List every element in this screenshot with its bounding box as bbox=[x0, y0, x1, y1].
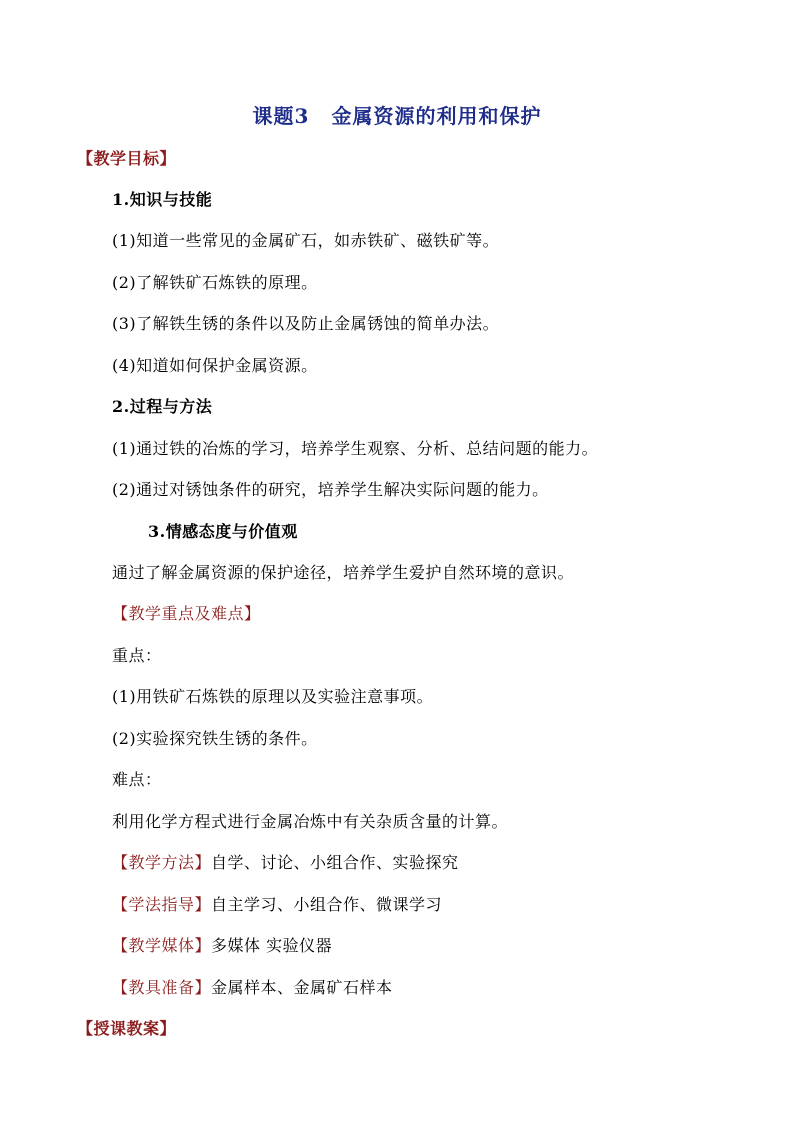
difficult-label: 难点： bbox=[112, 770, 162, 789]
method-line bbox=[112, 853, 459, 873]
key-points-label: 【教学重点及难点】 bbox=[112, 604, 261, 623]
tools-line bbox=[112, 978, 393, 998]
knowledge-item-1: (1)知道一些常见的金属矿石，如赤铁矿、磁铁矿等。 bbox=[112, 231, 500, 250]
objectives-label: 【教学目标】 bbox=[77, 149, 177, 168]
knowledge-item-3: (3)了解铁生锈的条件以及防止金属锈蚀的简单办法。 bbox=[112, 314, 500, 333]
media-label: 【教学媒体】 bbox=[112, 936, 212, 955]
guide-line bbox=[112, 895, 442, 915]
guide-text: 自主学习、小组合作、微课学习 bbox=[211, 895, 443, 914]
knowledge-item-4: (4)知道如何保护金属资源。 bbox=[112, 356, 318, 375]
attitude-heading: 3.情感态度与价值观 bbox=[148, 522, 298, 541]
method-label: 【教学方法】 bbox=[112, 853, 212, 872]
method-text: 自学、讨论、小组合作、实验探究 bbox=[211, 853, 459, 872]
knowledge-heading: 1.知识与技能 bbox=[112, 190, 213, 209]
title-main: 金属资源的利用和保护 bbox=[331, 104, 542, 128]
attitude-text: 通过了解金属资源的保护途径，培养学生爱护自然环境的意识。 bbox=[112, 563, 575, 582]
media-line bbox=[112, 936, 332, 956]
title-prefix: 课题3 bbox=[252, 104, 310, 128]
process-item-1: (1)通过铁的冶炼的学习，培养学生观察、分析、总结问题的能力。 bbox=[112, 439, 599, 458]
knowledge-item-2: (2)了解铁矿石炼铁的原理。 bbox=[112, 273, 318, 292]
key-item-2: (2)实验探究铁生锈的条件。 bbox=[112, 729, 318, 748]
process-item-2: (2)通过对锈蚀条件的研究，培养学生解决实际问题的能力。 bbox=[112, 480, 549, 499]
key-item-1: (1)用铁矿石炼铁的原理以及实验注意事项。 bbox=[112, 687, 434, 706]
document-title bbox=[0, 103, 794, 129]
key-label: 重点： bbox=[112, 646, 162, 665]
difficult-text: 利用化学方程式进行金属冶炼中有关杂质含量的计算。 bbox=[112, 812, 509, 831]
process-heading: 2.过程与方法 bbox=[112, 397, 213, 416]
tools-text: 金属样本、金属矿石样本 bbox=[211, 978, 393, 997]
media-text: 多媒体 实验仪器 bbox=[211, 936, 333, 955]
guide-label: 【学法指导】 bbox=[112, 895, 212, 914]
tools-label: 【教具准备】 bbox=[112, 978, 212, 997]
lesson-label: 【授课教案】 bbox=[77, 1019, 177, 1038]
